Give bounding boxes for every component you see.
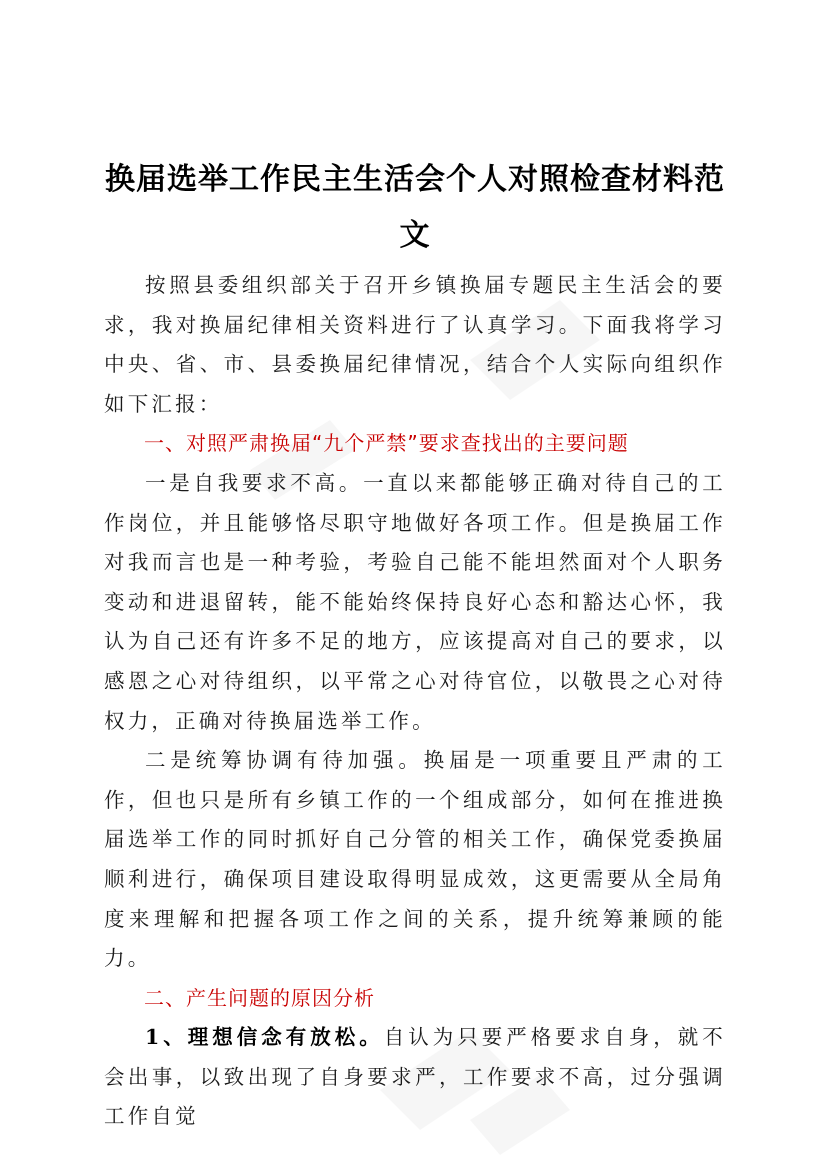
item-1-lead: 1、理想信念有放松。	[145, 1025, 384, 1050]
document-body	[104, 266, 726, 1137]
paragraph-point-2: 二是统筹协调有待加强。换届是一项重要且严肃的工作，但也只是所有乡镇工作的一个组成部分，如何在推进换届选举工作的同时抓好自己分管的相关工作，确保党委换届顺利进行，确保项目建设取得明显成效，这更需要从全局角度来理解和把握各项工作之间的关系，提升统筹兼顾的能力。	[104, 748, 726, 971]
section-heading-2: 二、产生问题的原因分析	[144, 985, 375, 1010]
intro-paragraph: 按照县委组织部关于召开乡镇换届专题民主生活会的要求，我对换届纪律相关资料进行了认真学习。下面我将学习中央、省、市、县委换届纪律情况，结合个人实际向组织作如下汇报：	[104, 273, 726, 416]
item-1-text: 自认为只要严格要求自身，就不会出事，以致出现了自身要求严，工作要求不高，过分强调工作自觉	[104, 1025, 726, 1129]
paragraph-item-1	[104, 1018, 726, 1137]
section-heading-1: 一、对照严肃换届“九个严禁”要求查找出的主要问题	[144, 431, 629, 456]
document-title: 换届选举工作民主生活会个人对照检查材料范文	[105, 162, 725, 253]
paragraph-point-1: 一是自我要求不高。一直以来都能够正确对待自己的工作岗位，并且能够恪尽职守地做好各项工作。但是换届工作对我而言也是一种考验，考验自己能不能坦然面对个人职务变动和进退留转，能不能始终保持良好心态和豁达心怀，我认为自己还有许多不足的地方，应该提高对自己的要求，以感恩之心对待组织，以平常之心对待官位，以敬畏之心对待权力，正确对待换届选举工作。	[104, 470, 726, 733]
